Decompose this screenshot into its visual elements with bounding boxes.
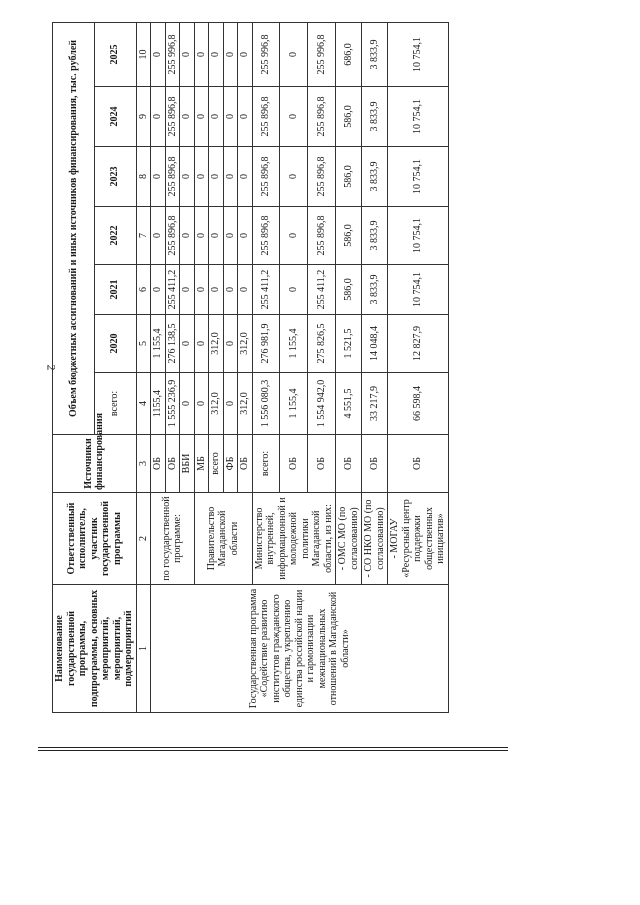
header-col3: Источники финансирования: [53, 435, 137, 493]
value-cell: 312,0: [238, 315, 253, 373]
source-cell: ОБ: [362, 435, 388, 493]
header-volume: Объем бюджетных ассигнований и иных источников финансирования, тыс. рублей: [53, 22, 95, 434]
header-year: 2020: [94, 315, 136, 373]
executor-cell: - ОМС МО (по согласованию): [336, 493, 362, 585]
value-cell: 0: [223, 147, 238, 207]
header-year: 2023: [94, 147, 136, 207]
value-cell: 0: [280, 87, 308, 147]
program-name: Государственная программа «Содействие развитию институтов гражданского общества, укреплению единства российской нации и гармонизации межнациональных отношений в Магаданской области»: [151, 585, 449, 713]
value-cell: 255 896,8: [308, 147, 336, 207]
value-cell: 276 138,5: [165, 315, 180, 373]
source-cell: ОБ: [280, 435, 308, 493]
value-cell: 255 411,2: [252, 265, 280, 315]
value-cell: 0: [238, 87, 253, 147]
col-number: 4: [136, 373, 151, 435]
value-cell: 0: [280, 22, 308, 86]
value-cell: 312,0: [209, 315, 224, 373]
financing-table: [52, 22, 449, 713]
value-cell: 0: [238, 22, 253, 86]
col-number: 10: [136, 22, 151, 86]
executor-cell: - СО НКО МО (по согласованию): [362, 493, 388, 585]
source-cell: ФБ: [223, 435, 238, 493]
value-cell: 0: [194, 265, 209, 315]
value-cell: 255 996,8: [308, 22, 336, 86]
value-cell: 0: [194, 87, 209, 147]
col-number: 6: [136, 265, 151, 315]
value-cell: 3 833,9: [362, 147, 388, 207]
value-cell: 686,0: [336, 22, 362, 86]
value-cell: 1 556 080,3: [252, 373, 280, 435]
value-cell: 0: [209, 147, 224, 207]
value-cell: 275 826,5: [308, 315, 336, 373]
value-cell: 255 411,2: [308, 265, 336, 315]
value-cell: 0: [180, 22, 195, 86]
source-cell: ОБ: [336, 435, 362, 493]
value-cell: 0: [194, 22, 209, 86]
source-cell: ОБ: [388, 435, 449, 493]
value-cell: 0: [280, 147, 308, 207]
value-cell: 0: [223, 315, 238, 373]
value-cell: 0: [151, 22, 166, 86]
value-cell: 1 554 942,0: [308, 373, 336, 435]
header-year: 2024: [94, 87, 136, 147]
value-cell: 586,0: [336, 87, 362, 147]
value-cell: 0: [180, 265, 195, 315]
executor-cell: по государственной программе:: [151, 493, 195, 585]
value-cell: 0: [223, 22, 238, 86]
header-col2: Ответственный исполнитель, участник государственной программы: [53, 493, 137, 585]
value-cell: 0: [151, 147, 166, 207]
value-cell: 255 896,8: [252, 87, 280, 147]
value-cell: 0: [209, 22, 224, 86]
value-cell: 0: [194, 147, 209, 207]
divider-line: [38, 747, 508, 748]
value-cell: 0: [180, 147, 195, 207]
value-cell: 3 833,9: [362, 22, 388, 86]
value-cell: 0: [238, 147, 253, 207]
value-cell: 255 411,2: [165, 265, 180, 315]
value-cell: 3 833,9: [362, 87, 388, 147]
source-cell: ВБИ: [180, 435, 195, 493]
source-cell: ОБ: [308, 435, 336, 493]
col-number: 9: [136, 87, 151, 147]
source-cell: МБ: [194, 435, 209, 493]
value-cell: 0: [223, 373, 238, 435]
source-cell: всего: [209, 435, 224, 493]
header-year: 2021: [94, 265, 136, 315]
value-cell: 255 896,8: [252, 147, 280, 207]
header-total: всего:: [94, 373, 136, 435]
value-cell: 1 155,4: [280, 315, 308, 373]
value-cell: 66 598,4: [388, 373, 449, 435]
value-cell: 1 155,4: [280, 373, 308, 435]
value-cell: 0: [151, 265, 166, 315]
header-row-1: [53, 22, 95, 712]
value-cell: 255 896,8: [308, 207, 336, 265]
value-cell: 1 155,4: [151, 315, 166, 373]
value-cell: 0: [209, 87, 224, 147]
value-cell: 312,0: [238, 373, 253, 435]
header-year: 2022: [94, 207, 136, 265]
executor-cell: Министерство внутренней, информационной и молодежной политики Магаданской области, из них:: [252, 493, 336, 585]
value-cell: 3 833,9: [362, 265, 388, 315]
value-cell: 0: [280, 265, 308, 315]
page-number: 2: [44, 364, 59, 371]
value-cell: 0: [223, 265, 238, 315]
executor-cell: Правительство Магаданской области: [194, 493, 252, 585]
value-cell: 0: [238, 207, 253, 265]
value-cell: 0: [180, 87, 195, 147]
value-cell: 0: [238, 265, 253, 315]
col-number: 8: [136, 147, 151, 207]
value-cell: 14 048,4: [362, 315, 388, 373]
header-col1: Наименование государственной программы, подпрограммы, основных мероприятий, мероприятий, подмероприятий: [53, 585, 137, 713]
value-cell: 0: [280, 207, 308, 265]
value-cell: 1 555 236,9: [165, 373, 180, 435]
value-cell: 255 896,8: [308, 87, 336, 147]
value-cell: 0: [223, 207, 238, 265]
value-cell: 276 981,9: [252, 315, 280, 373]
value-cell: 0: [223, 87, 238, 147]
column-number-row: [136, 22, 151, 712]
col-number: 2: [136, 493, 151, 585]
value-cell: 586,0: [336, 147, 362, 207]
value-cell: 255 896,8: [165, 87, 180, 147]
value-cell: 0: [209, 265, 224, 315]
col-number: 7: [136, 207, 151, 265]
value-cell: 255 996,8: [252, 22, 280, 86]
value-cell: 1155,4: [151, 373, 166, 435]
source-cell: ОБ: [151, 435, 166, 493]
value-cell: 3 833,9: [362, 207, 388, 265]
value-cell: 0: [194, 207, 209, 265]
source-cell: ОБ: [238, 435, 253, 493]
table-row: [151, 22, 166, 712]
divider-line: [38, 750, 508, 751]
value-cell: 0: [180, 207, 195, 265]
value-cell: 586,0: [336, 265, 362, 315]
value-cell: 0: [209, 207, 224, 265]
value-cell: 10 754,1: [388, 265, 449, 315]
value-cell: 10 754,1: [388, 147, 449, 207]
value-cell: 1 521,5: [336, 315, 362, 373]
col-number: 1: [136, 585, 151, 713]
value-cell: 10 754,1: [388, 22, 449, 86]
col-number: 3: [136, 435, 151, 493]
value-cell: 12 827,9: [388, 315, 449, 373]
value-cell: 4 551,5: [336, 373, 362, 435]
value-cell: 0: [194, 373, 209, 435]
value-cell: 312,0: [209, 373, 224, 435]
value-cell: 10 754,1: [388, 207, 449, 265]
value-cell: 255 896,8: [165, 147, 180, 207]
source-cell: всего:: [252, 435, 280, 493]
value-cell: 255 896,8: [165, 207, 180, 265]
value-cell: 0: [180, 315, 195, 373]
value-cell: 255 896,8: [252, 207, 280, 265]
value-cell: 10 754,1: [388, 87, 449, 147]
header-year: 2025: [94, 22, 136, 86]
value-cell: 0: [194, 315, 209, 373]
value-cell: 255 996,8: [165, 22, 180, 86]
value-cell: 586,0: [336, 207, 362, 265]
value-cell: 33 217,9: [362, 373, 388, 435]
source-cell: ОБ: [165, 435, 180, 493]
value-cell: 0: [151, 87, 166, 147]
executor-cell: - МОГАУ «Ресурсный центр поддержки общественных инициатив»: [388, 493, 449, 585]
rotated-table-container: [52, 23, 522, 713]
col-number: 5: [136, 315, 151, 373]
value-cell: 0: [180, 373, 195, 435]
value-cell: 0: [151, 207, 166, 265]
